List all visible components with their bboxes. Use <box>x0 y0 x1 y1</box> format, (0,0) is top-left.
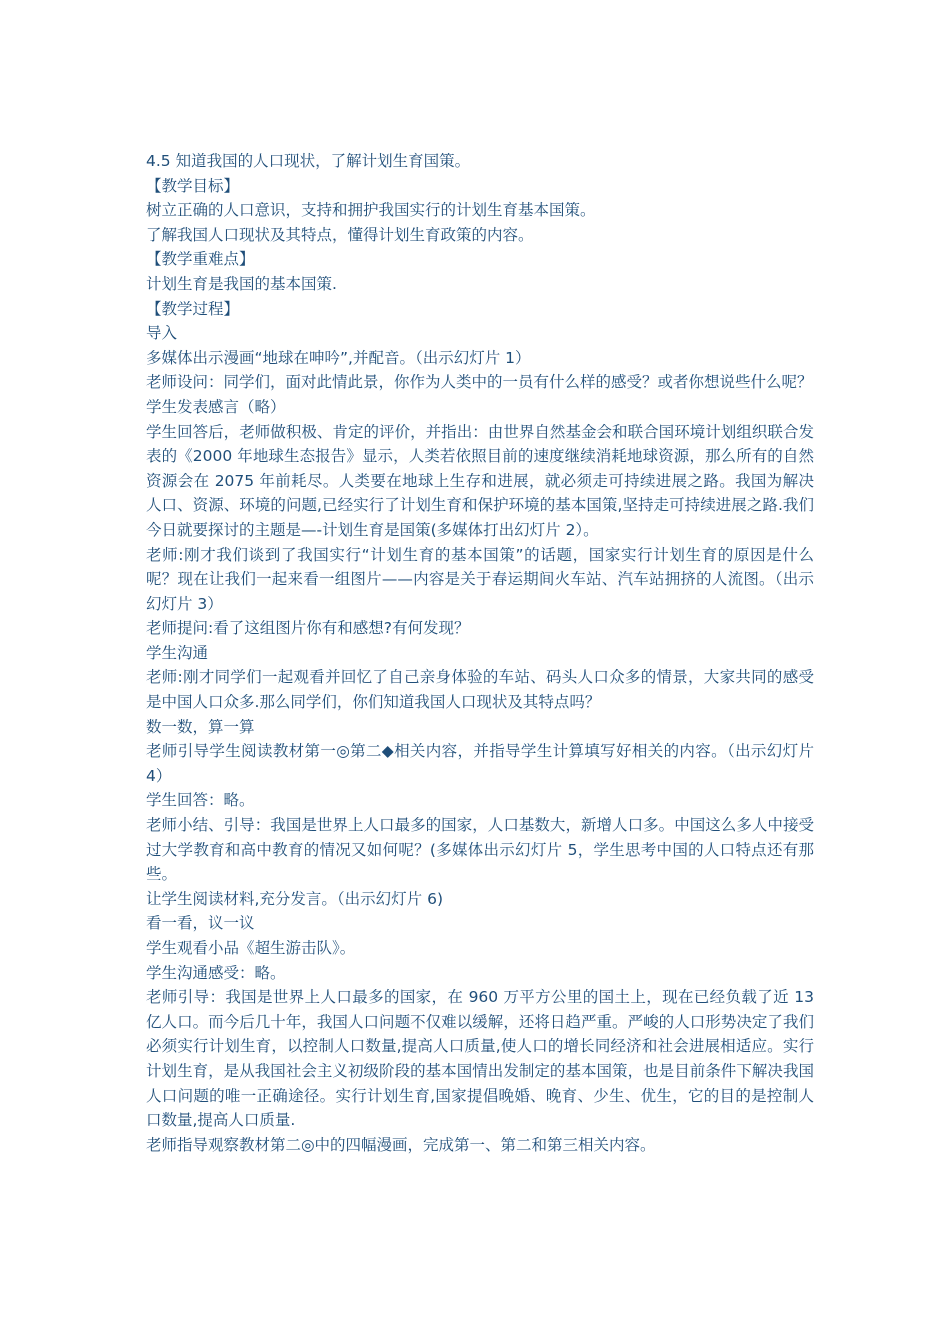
section-title: 4.5 知道我国的人口现状，了解计划生育国策。 <box>146 152 471 170</box>
paragraph: 老师:刚才我们谈到了我国实行“计划生育的基本国策”的话题，国家实行计划生育的原因是什么呢？现在让我们一起来看一组图片——内容是关于春运期间火车站、汽车站拥挤的人流图。（出示幻灯片 3） <box>146 545 814 613</box>
subheading-count-and-calculate: 数一数，算一算 <box>146 717 255 736</box>
paragraph: 了解我国人口现状及其特点，懂得计划生育政策的内容。 <box>146 225 534 244</box>
paragraph: 老师小结、引导：我国是世界上人口最多的国家，人口基数大，新增人口多。中国这么多人中接受过大学教育和高中教育的情况又如何呢？(多媒体出示幻灯片 5，学生思考中国的人口特点还有那些。 <box>146 816 814 884</box>
paragraph: 老师指导观察教材第二◎中的四幅漫画，完成第一、第二和第三相关内容。 <box>146 1135 656 1154</box>
paragraph: 老师设问：同学们，面对此情此景，你作为人类中的一员有什么样的感受？或者你想说些什么呢？ <box>146 373 813 392</box>
heading-teaching-goals: 【教学目标】 <box>146 176 240 195</box>
paragraph: 老师引导学生阅读教材第一◎第二◆相关内容，并指导学生计算填写好相关的内容。（出示幻灯片 4） <box>146 742 814 785</box>
paragraph: 老师引导：我国是世界上人口最多的国家，在 960 万平方公里的国土上，现在已经负载了近 13 亿人口。而今后几十年，我国人口问题不仅难以缓解，还将日趋严重。严峻的人口形势决定了我们必须实行计划生育，以控制人口数量,提高人口质量,使人口的增长同经济和社会进展相适应。实行计划生育，是从我国社会主义初级阶段的基本国情出发制定的基本国策，也是目前条件下解决我国人口问题的唯一正确途径。实行计划生育,国家提倡晚婚、晚育、少生、优生，它的目的是控制人口数量,提高人口质量. <box>146 988 814 1130</box>
subheading-look-and-discuss: 看一看，议一议 <box>146 914 255 933</box>
paragraph: 学生发表感言（略） <box>146 397 286 416</box>
paragraph: 计划生育是我国的基本国策. <box>146 274 337 293</box>
document-body <box>146 149 814 1157</box>
paragraph: 树立正确的人口意识，支持和拥护我国实行的计划生育基本国策。 <box>146 201 596 220</box>
paragraph: 让学生阅读材料,充分发言。（出示幻灯片 6) <box>146 889 444 908</box>
paragraph: 老师提问:看了这组图片你有和感想?有何发现？ <box>146 619 470 638</box>
heading-teaching-process: 【教学过程】 <box>146 299 240 318</box>
paragraph: 多媒体出示漫画“地球在呻吟”,并配音。（出示幻灯片 1） <box>146 348 531 367</box>
paragraph: 学生观看小品《超生游击队》。 <box>146 939 356 957</box>
paragraph: 老师:刚才同学们一起观看并回忆了自己亲身体验的车站、码头人口众多的情景，大家共同的感受是中国人口众多.那么同学们，你们知道我国人口现状及其特点吗？ <box>146 668 814 712</box>
paragraph: 学生沟通感受：略。 <box>146 963 286 982</box>
heading-key-points: 【教学重难点】 <box>146 250 255 269</box>
subheading-introduction: 导入 <box>146 324 178 343</box>
subheading-student-exchange: 学生沟通 <box>146 643 209 662</box>
paragraph: 学生回答：略。 <box>146 791 255 810</box>
paragraph: 学生回答后，老师做积极、肯定的评价，并指出：由世界自然基金会和联合国环境计划组织联合发表的《2000 年地球生态报告》显示，人类若依照目前的速度继续消耗地球资源，那么所有的自然资源会在 2075 年前耗尽。人类要在地球上生存和进展，就必须走可持续进展之路。我国为解决人口、资源、环境的问题,已经实行了计划生育和保护环境的基本国策,坚持走可持续进展之路.我们今日就要探讨的主题是—-计划生育是国策(多媒体打出幻灯片 2）。 <box>146 422 814 539</box>
